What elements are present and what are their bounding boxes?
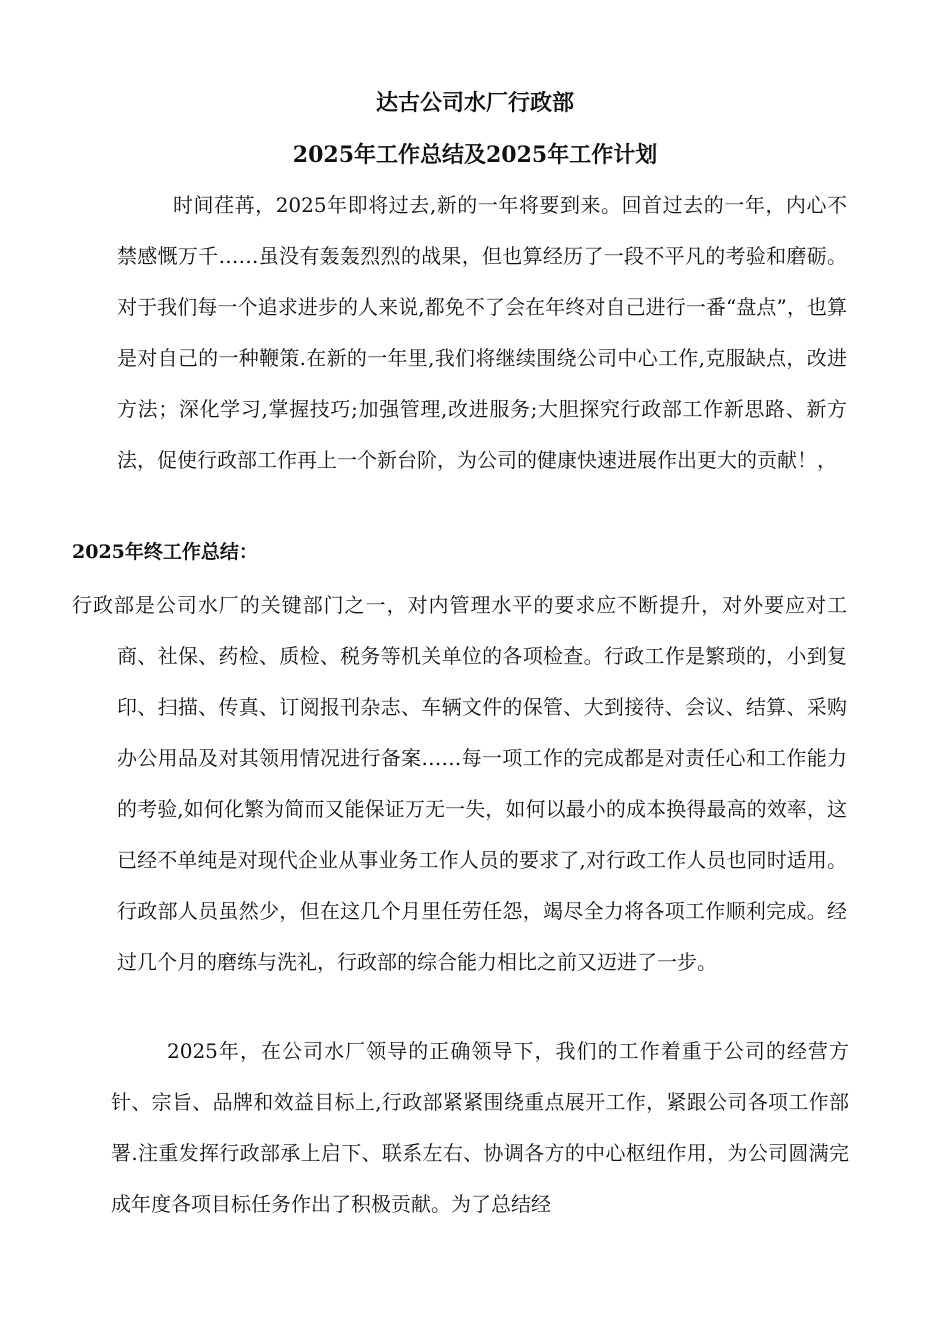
document-title: 达古公司水厂行政部 — [375, 90, 574, 116]
body-paragraph-1: 行政部是公司水厂的关键部门之一，对内管理水平的要求应不断提升，对外要应对工商、社保、药检、质检、税务等机关单位的各项检查。行政工作是繁琐的，小到复印、扫描、传真、订阅报刊杂志、车辆文件的保管、大到接待、会议、结算、采购办公用品及对其领用情况进行备案……每一项工作的完成都是对责任心和工作能力的考验,如何化繁为简而又能保证万无一失，如何以最小的成本换得最高的效率，这已经不单纯是对现代企业从事业务工作人员的要求了,对行政工作人员也同时适用。行政部人员虽然少，但在这几个月里任劳任怨，竭尽全力将各项工作顺利完成。经过几个月的磨练与洗礼，行政部的综合能力相比之前又迈进了一步。 — [72, 593, 847, 974]
section-heading: 2025年终工作总结： — [72, 541, 258, 563]
intro-paragraph: 时间荏苒，2025年即将过去,新的一年将要到来。回首过去的一年，内心不禁感慨万千……虽没有轰轰烈烈的战果，但也算经历了一段不平凡的考验和磨砺。对于我们每一个追求进步的人来说,都免不了会在年终对自己进行一番“盘点”，也算是对自己的一种鞭策.在新的一年里,我们将继续围绕公司中心工作,克服缺点，改进方法；深化学习,掌握技巧;加强管理,改进服务;大胆探究行政部工作新思路、新方法，促使行政部工作再上一个新台阶，为公司的健康快速进展作出更大的贡献！， — [117, 193, 847, 472]
body-paragraph-2: 2025年，在公司水厂领导的正确领导下，我们的工作着重于公司的经营方针、宗旨、品牌和效益目标上,行政部紧紧围绕重点展开工作，紧跟公司各项工作部署.注重发挥行政部承上启下、联系左右、协调各方的中心枢纽作用，为公司圆满完成年度各项目标任务作出了积极贡献。为了总结经 — [111, 1039, 849, 1216]
document-subtitle: 2025年工作总结及2025年工作计划 — [292, 142, 658, 168]
